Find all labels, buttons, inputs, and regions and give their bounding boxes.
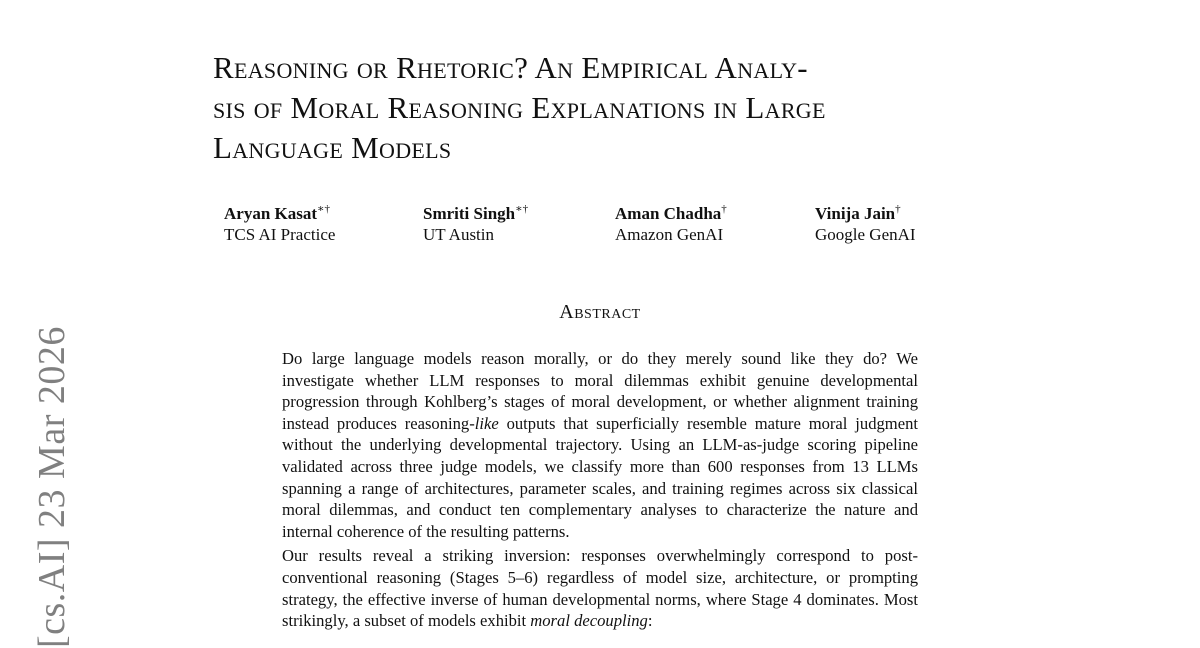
arxiv-side-stamp: [cs.AI] 23 Mar 2026 [31,326,73,648]
author-affiliation: TCS AI Practice [224,225,336,244]
author-1 [224,203,335,245]
abstract-emphasis: moral decoupling [530,611,648,631]
author-affiliation: Amazon GenAI [615,225,724,244]
author-marks: ∗† [515,203,529,215]
abstract-heading: Abstract [559,301,641,323]
abstract-paragraph [282,348,918,542]
abstract-text: Do large language models reason morally, or do they merely sound like they do? We investigate whether LLM responses to moral dilemmas exhibit genuine developmental progression through Kohlberg’s stages of moral development, or whether alignment training instead produces reasoning- [282,349,918,433]
author-name: Aryan Kasat [224,204,318,223]
author-2 [423,203,528,245]
author-marks: † [895,203,901,215]
author-affiliation: UT Austin [423,225,495,244]
author-marks: ∗† [317,203,331,215]
author-marks: † [721,203,727,215]
abstract-emphasis: like [474,413,499,433]
title-line: Language Models [213,130,452,165]
author-block [0,203,1200,253]
author-name: Smriti Singh [423,204,516,223]
author-affiliation: Google GenAI [815,225,916,244]
abstract-text: : [647,611,653,631]
title-line: sis of Moral Reasoning Explanations in Large [213,90,826,125]
title-line: Reasoning or Rhetoric? An Empirical Analy- [213,50,808,85]
author-name: Aman Chadha [615,204,722,223]
author-3 [615,203,727,245]
abstract-body [282,348,918,632]
abstract-text: Our results reveal a striking inversion: responses overwhelmingly correspond to post-conventional reasoning (Stages 5–6) regardless of model size, architecture, or prompting strategy, the effective inverse of human developmental norms, where Stage 4 dominates. Most strikingly, a subset of models exhibit [282,546,918,631]
abstract-text: outputs that superficially resemble mature moral judgment without the underlying developmental trajectory. Using an LLM-as-judge scoring pipeline validated across three judge models, we classify more than 600 responses from 13 LLMs spanning a range of architectures, parameter scales, and training regimes across six classical moral dilemmas, and conduct ten complementary analyses to characterize the nature and internal coherence of the resulting patterns. [282,413,918,541]
abstract-paragraph [282,545,918,631]
paper-title [213,48,1013,168]
author-name: Vinija Jain [815,204,896,223]
author-4 [815,203,916,245]
